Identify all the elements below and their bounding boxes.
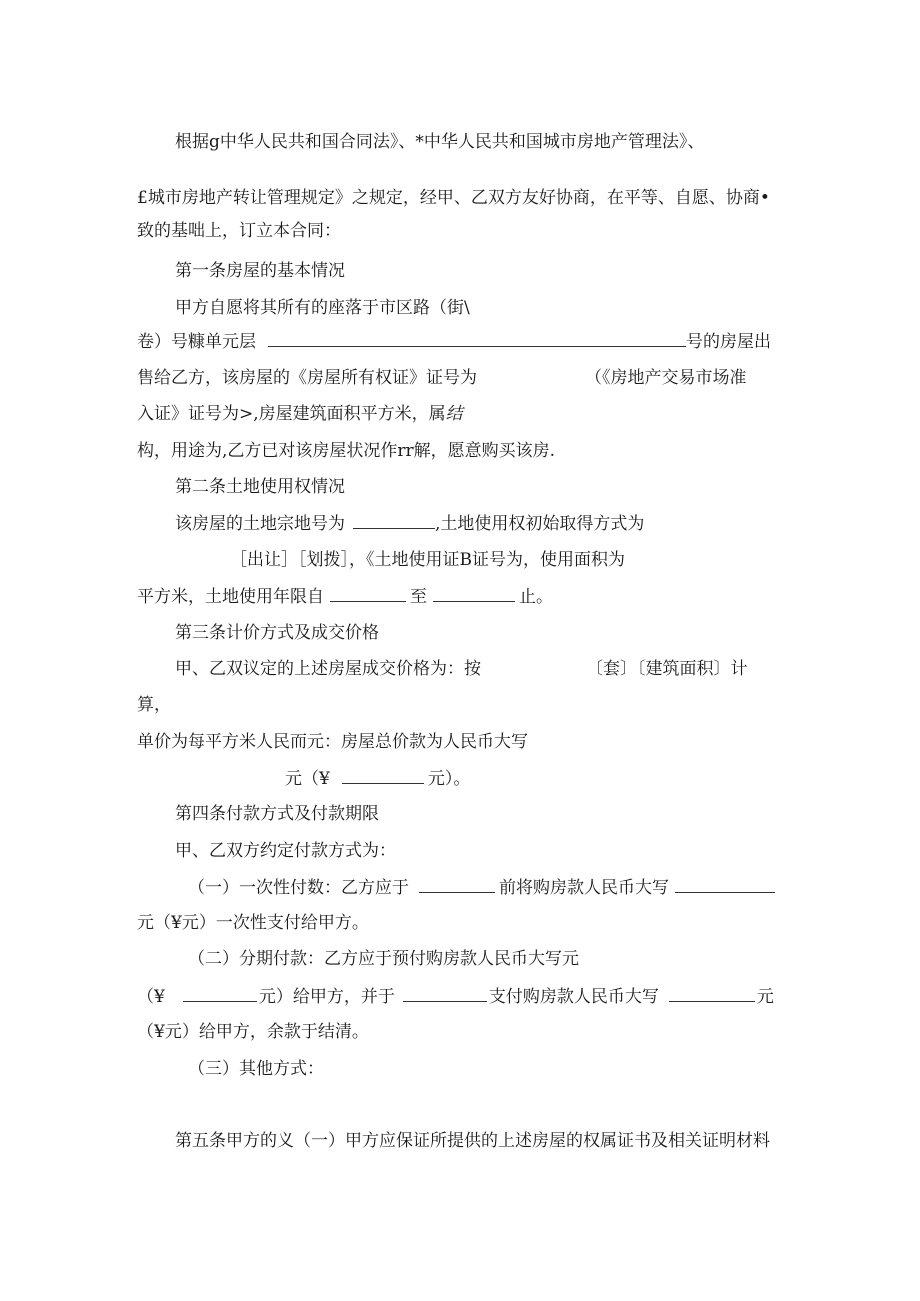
paragraph-line: 平方米，土地使用年限自 至 止。 — [137, 587, 553, 607]
paragraph-line: 元（¥元）一次性支付给甲方。 — [137, 913, 369, 933]
section-heading: 第三条计价方式及成交价格 — [175, 623, 379, 643]
paragraph-line: （《房地产交易市场准 — [585, 368, 747, 388]
paragraph-line: 该房屋的土地宗地号为 ,土地使用权初始取得方式为 — [175, 514, 645, 534]
paragraph-line: 单价为每平方米人民而元：房屋总价款为人民币大写 — [137, 732, 528, 752]
paragraph-line: 售给乙方，该房屋的《房屋所有权证》证号为 — [137, 368, 477, 388]
paragraph-line: 致的基咄上，订立本合同： — [137, 221, 341, 241]
paragraph-line: ［出让］［划拨］，《土地使用证B证号为，使用面积为 — [230, 550, 625, 570]
paragraph-line: 入证》证号为>,房屋建筑面积平方米，属结 — [137, 404, 463, 424]
paragraph-line: 〔套〕〔建筑面积〕计 — [586, 659, 748, 679]
paragraph-line: 根据g中华人民共和国合同法》、*中华人民共和国城市房地产管理法》、 — [175, 132, 705, 152]
blank-field — [669, 985, 755, 1002]
blank-field — [403, 985, 487, 1002]
section-heading: 第二条土地使用权情况 — [175, 477, 345, 497]
paragraph-line: 元（¥ 元）。 — [285, 769, 471, 789]
paragraph-line: （三）其他方式： — [188, 1059, 324, 1079]
blank-field — [419, 876, 495, 893]
paragraph-line: （¥元）给甲方，余款于结清。 — [137, 1022, 369, 1042]
paragraph-line: 甲、乙双方约定付款方式为： — [175, 841, 396, 861]
section-heading: 第四条付款方式及付款期限 — [175, 804, 379, 824]
paragraph-line: （一）一次性付数：乙方应于 前将购房款人民币大写 — [188, 876, 775, 899]
paragraph-line: 甲方自愿将其所有的座落于市区路（街\ — [175, 298, 470, 318]
blank-field — [268, 330, 686, 347]
blank-field — [183, 985, 257, 1002]
section-heading: 第一条房屋的基本情况 — [175, 261, 345, 281]
blank-field — [330, 585, 406, 602]
paragraph-line: £城市房地产转让管理规定》之规定，经甲、乙双方友好协商，在平等、自愿、协商• — [137, 188, 770, 208]
section-heading: 第五条甲方的义（一）甲方应保证所提供的上述房屋的权属证书及相关证明材料 — [175, 1131, 770, 1151]
paragraph-line: 卷）号糠单元层 号的房屋出 — [137, 332, 771, 352]
paragraph-line: （二）分期付款：乙方应于预付购房款人民币大写元 — [188, 949, 579, 969]
paragraph-line: 构，用途为,乙方已对该房屋状况作rr解，愿意购买该房. — [137, 441, 556, 461]
blank-field — [433, 585, 515, 602]
blank-field — [675, 876, 775, 893]
paragraph-line: （¥ 元）给甲方，并于 支付购房款人民币大写 元 — [137, 987, 774, 1007]
paragraph-line: 算， — [137, 695, 171, 715]
paragraph-line: 甲、乙双议定的上述房屋成交价格为：按 — [175, 659, 481, 679]
blank-field — [342, 767, 424, 784]
blank-field — [353, 512, 435, 529]
